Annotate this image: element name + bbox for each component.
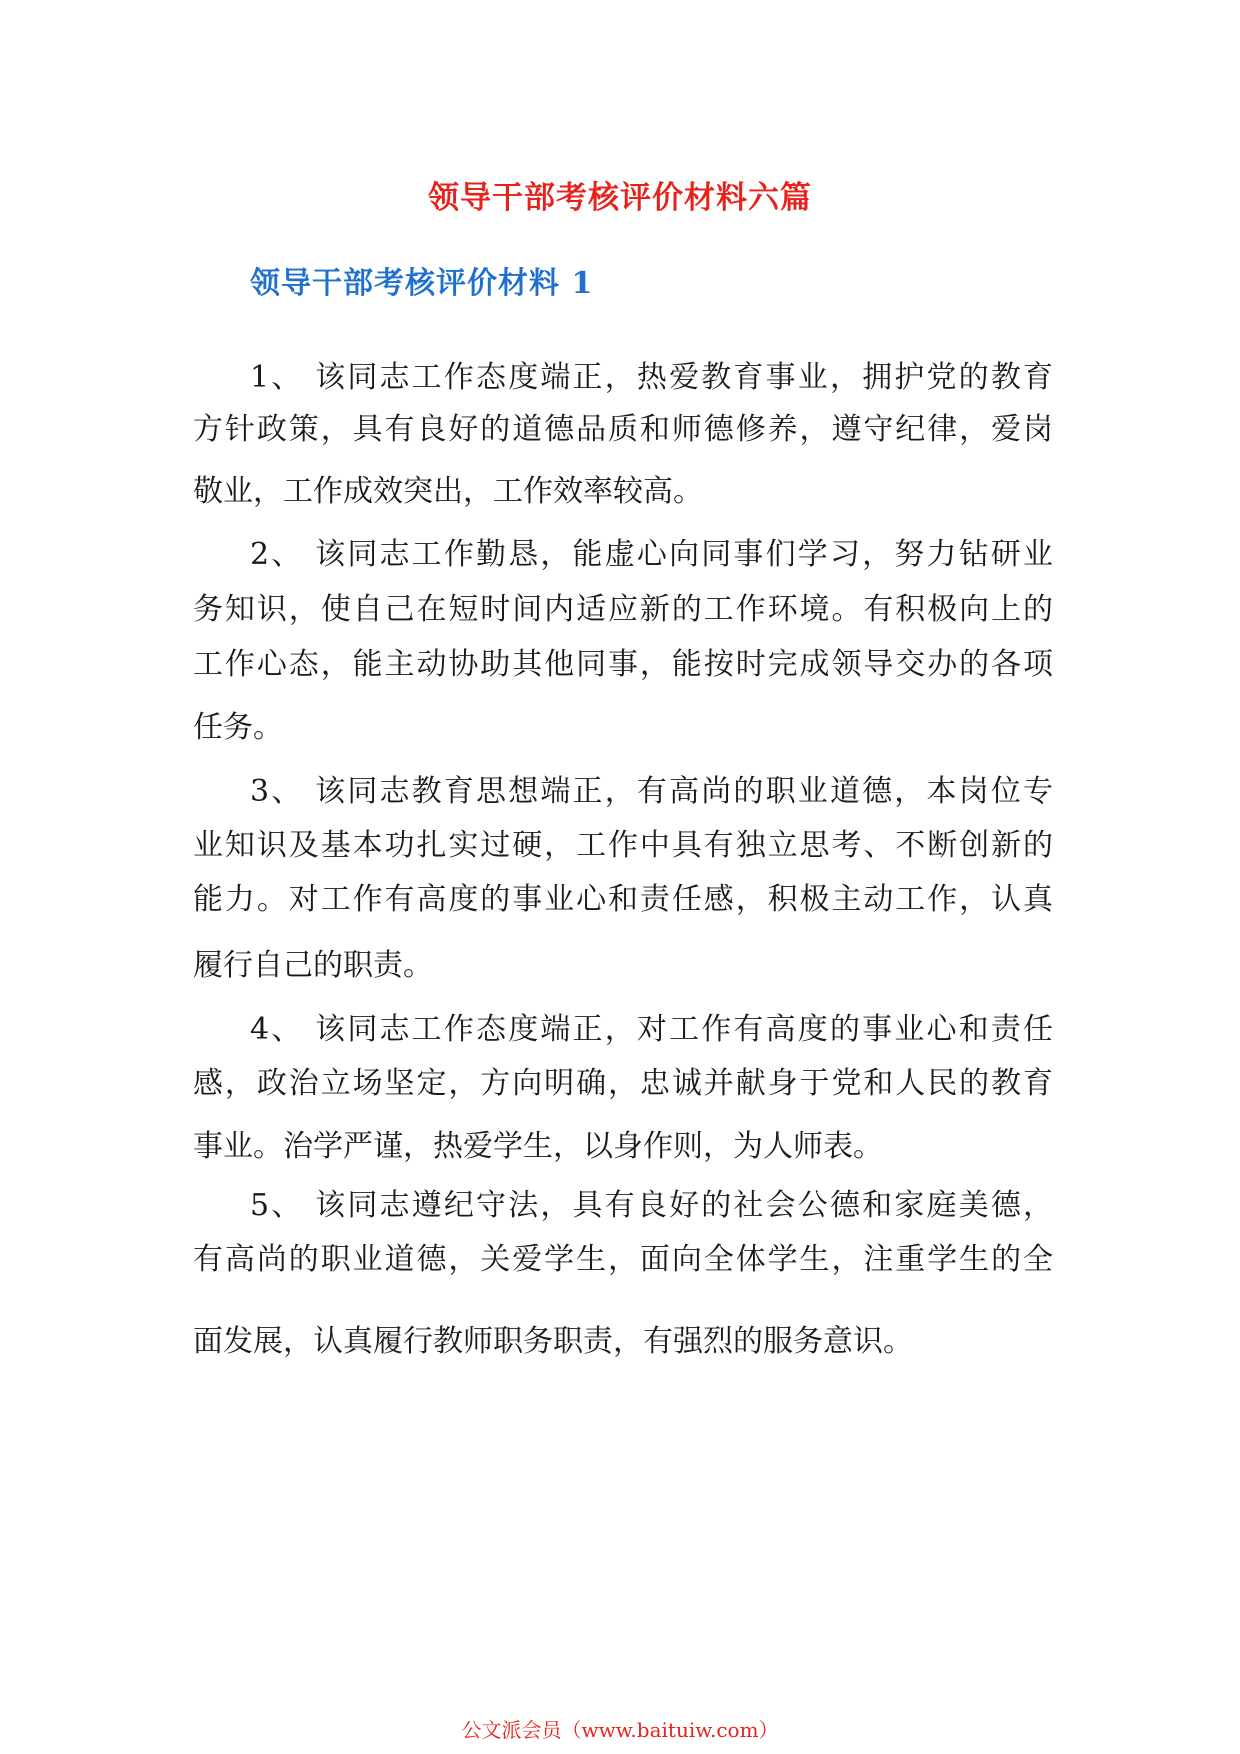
body-line: 务知识，使自己在短时间内适应新的工作环境。有积极向上的 (193, 592, 1053, 627)
body-line: 工作心态，能主动协助其他同事，能按时完成领导交办的各项 (193, 647, 1053, 682)
footer-watermark: 公文派会员（www.baituiw.com） (461, 1718, 779, 1742)
body-line: 3、 该同志教育思想端正，有高尚的职业道德，本岗位专 (250, 774, 1053, 809)
body-line: 5、 该同志遵纪守法，具有良好的社会公德和家庭美德， (250, 1188, 1053, 1223)
body-line: 事业。治学严谨，热爱学生，以身作则，为人师表。 (193, 1129, 883, 1164)
body-line: 2、 该同志工作勤恳，能虚心向同事们学习，努力钻研业 (250, 537, 1053, 572)
body-line: 履行自己的职责。 (193, 948, 433, 983)
body-line: 业知识及基本功扎实过硬，工作中具有独立思考、不断创新的 (193, 828, 1053, 863)
document-title: 领导干部考核评价材料六篇 (428, 180, 812, 216)
body-line: 任务。 (193, 710, 283, 745)
body-line: 敬业，工作成效突出，工作效率较高。 (193, 474, 703, 509)
body-line: 1、 该同志工作态度端正，热爱教育事业，拥护党的教育 (250, 360, 1053, 395)
body-line: 面发展，认真履行教师职务职责，有强烈的服务意识。 (193, 1324, 913, 1359)
body-line: 感，政治立场坚定，方向明确，忠诚并献身于党和人民的教育 (193, 1066, 1053, 1101)
body-line: 方针政策，具有良好的道德品质和师德修养，遵守纪律，爱岗 (193, 412, 1053, 447)
section-heading: 领导干部考核评价材料 1 (250, 266, 594, 301)
body-line: 4、 该同志工作态度端正，对工作有高度的事业心和责任 (250, 1012, 1053, 1047)
body-line: 有高尚的职业道德，关爱学生，面向全体学生，注重学生的全 (193, 1242, 1053, 1277)
body-line: 能力。对工作有高度的事业心和责任感，积极主动工作，认真 (193, 882, 1053, 917)
